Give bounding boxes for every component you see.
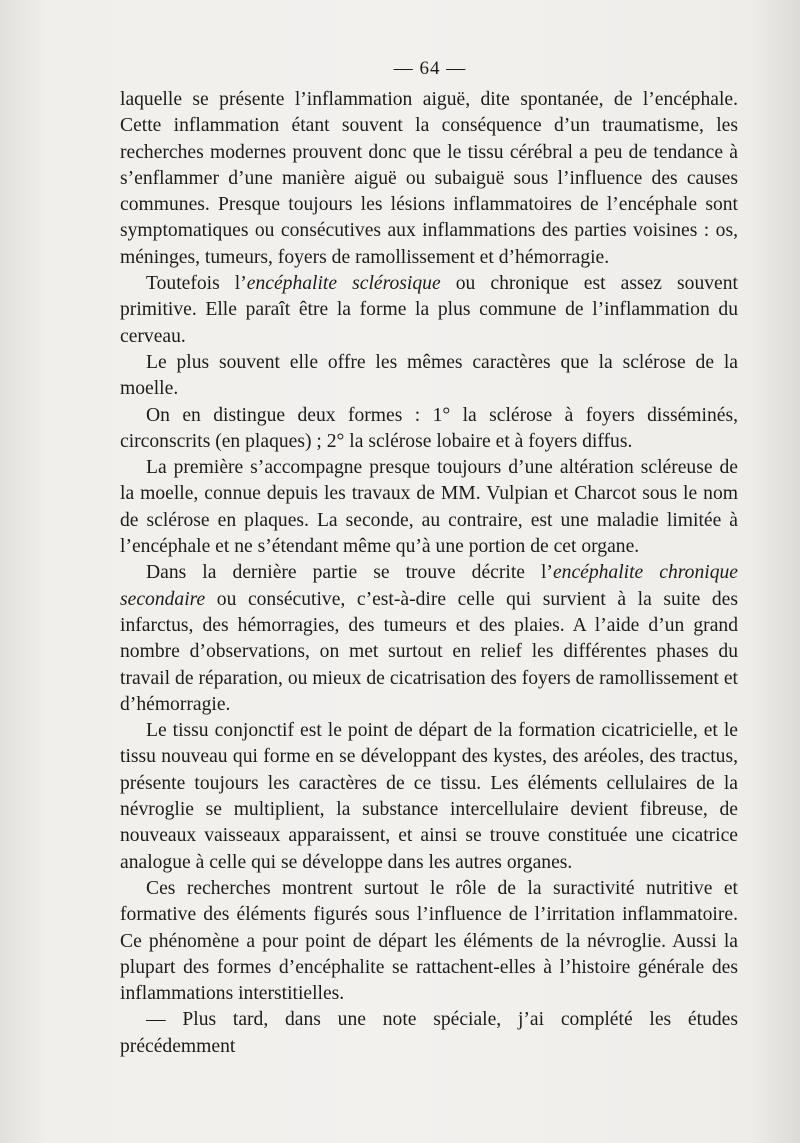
paragraph-2-italic-term: encéphalite sclérosique — [246, 273, 441, 295]
page-number: — 64 — — [393, 58, 467, 79]
paragraph-6-text-a: Dans la dernière partie se trouve décrite l’ — [146, 562, 553, 584]
body-text — [120, 87, 738, 1060]
paragraph-2-text-b: ou chronique est assez souvent primitive. Elle paraît être la forme la plus commune de l’inflammation du cerveau. — [120, 273, 738, 347]
paragraph-6-text-b: ou consécutive, c’est-à-dire celle qui survient à la suite des infarctus, des hémorragies, des tumeurs et des plaies. A l’aide d’un grand nombre d’observations, on met surtout en relief les différentes phases du travail de réparation, ou mieux de cicatrisation des foyers de ramollissement et d’hémorragie. — [120, 588, 738, 715]
paragraph-9: — Plus tard, dans une note spéciale, j’ai complété les études précédemment — [120, 1009, 738, 1057]
paragraph-4: On en distingue deux formes : 1° la sclérose à foyers disséminés, circonscrits (en plaques) ; 2° la sclérose lobaire et à foyers diffus. — [120, 404, 738, 452]
paragraph-2-text-a: Toutefois l’ — [146, 273, 247, 295]
paragraph-6 — [120, 560, 738, 718]
paragraph-6-italic-term: encéphalite chronique secondaire — [120, 562, 738, 610]
paragraph-5: La première s’accompagne presque toujours d’une altération scléreuse de la moelle, connue depuis les travaux de MM. Vulpian et Charcot sous le nom de sclérose en plaques. La seconde, au contraire, est une maladie limitée à l’encéphale et ne s’étendant même qu’à une portion de cet organe. — [120, 457, 738, 558]
paragraph-3: Le plus souvent elle offre les mêmes caractères que la sclérose de la moelle. — [120, 351, 738, 400]
paragraph-1: laquelle se présente l’inflammation aiguë, dite spontanée, de l’encéphale. Cette inflammation étant souvent la conséquence d’un traumatisme, les recherches modernes prouvent donc que le tissu cérébral a peu de tendance à s’enflammer d’une manière aiguë ou subaiguë sous l’influence des causes communes. Presque toujours les lésions inflammatoires de l’encéphale sont symptomatiques ou consécutives aux inflammations des parties voisines : os, méninges, tumeurs, foyers de ramollissement et d’hémorragie. — [120, 89, 738, 268]
paragraph-8: Ces recherches montrent surtout le rôle de la suractivité nutritive et formative des éléments figurés sous l’influence de l’irritation inflammatoire. Ce phénomène a pour point de départ les éléments de la névroglie. Aussi la plupart des formes d’encéphalite se rattachent-elles à l’histoire générale des inflammations interstitielles. — [120, 877, 738, 1005]
paragraph-7: Le tissu conjonctif est le point de départ de la formation cicatricielle, et le tissu nouveau qui forme en se développant des kystes, des aréoles, des tractus, présente toujours les caractères de ce tissu. Les éléments cellulaires de la névroglie se multiplient, la substance intercellulaire devient fibreuse, de nouveaux vaisseaux apparaissent, et ainsi se trouve constituée une cicatrice analogue à celle qui se développe dans les autres organes. — [120, 720, 738, 873]
paragraph-2 — [120, 271, 738, 350]
